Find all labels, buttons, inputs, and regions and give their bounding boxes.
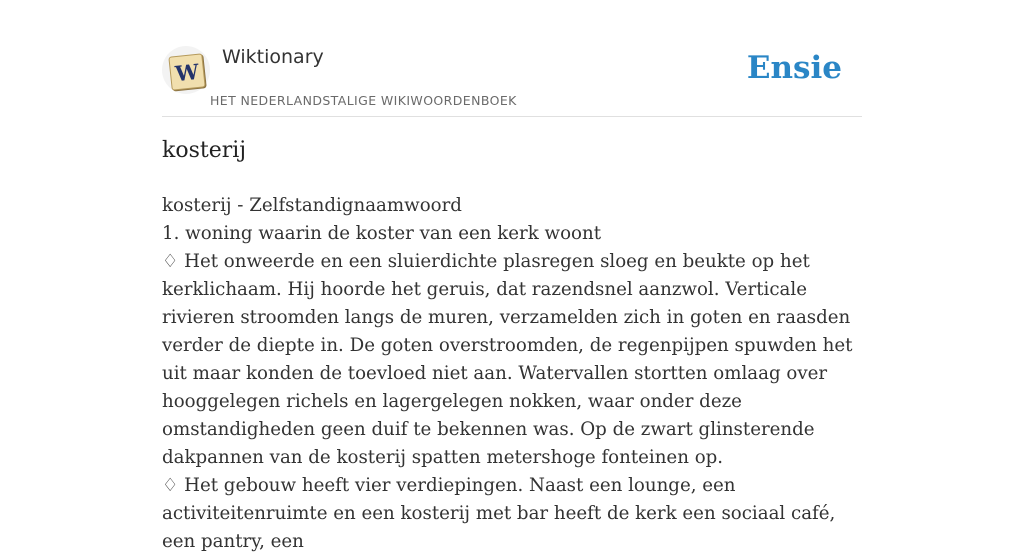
entry-content [162, 192, 862, 556]
site-subtitle: HET NEDERLANDSTALIGE WIKIWOORDENBOEK [210, 93, 517, 108]
site-header [162, 0, 862, 117]
ensie-brand-logo[interactable]: Ensie [746, 50, 842, 86]
entry-heading: kosterij - Zelfstandignaamwoord [162, 195, 462, 216]
entry-definition: 1. woning waarin de koster van een kerk woont [162, 223, 602, 244]
page [162, 0, 862, 552]
site-name[interactable]: Wiktionary [222, 46, 324, 68]
page-title: kosterij [162, 138, 247, 163]
example-sentence: ♢ Het gebouw heeft vier verdiepingen. Naast een lounge, een activiteitenruimte en een kosterij met bar heeft de kerk een sociaal café, een pantry, een [162, 475, 836, 552]
example-sentence: ♢ Het onweerde en een sluierdichte plasregen sloeg en beukte op het kerklichaam. Hij hoorde het geruis, dat razendsnel aanzwol. Verticale rivieren stroomden langs de muren, verzamelden zich in goten en raasden verder de diepte in. De goten overstroomden, de regenpijpen spuwden het uit maar konden de toevloed niet aan. Watervallen stortten omlaag over hooggelegen richels en lagergelegen nokken, waar onder deze omstandigheden geen duif te bekennen was. Op de zwart glinsterende dakpannen van de kosterij spatten metershoge fonteinen op. [162, 251, 853, 468]
logo-tile-icon: W [168, 53, 205, 90]
wiktionary-logo[interactable] [162, 46, 210, 94]
